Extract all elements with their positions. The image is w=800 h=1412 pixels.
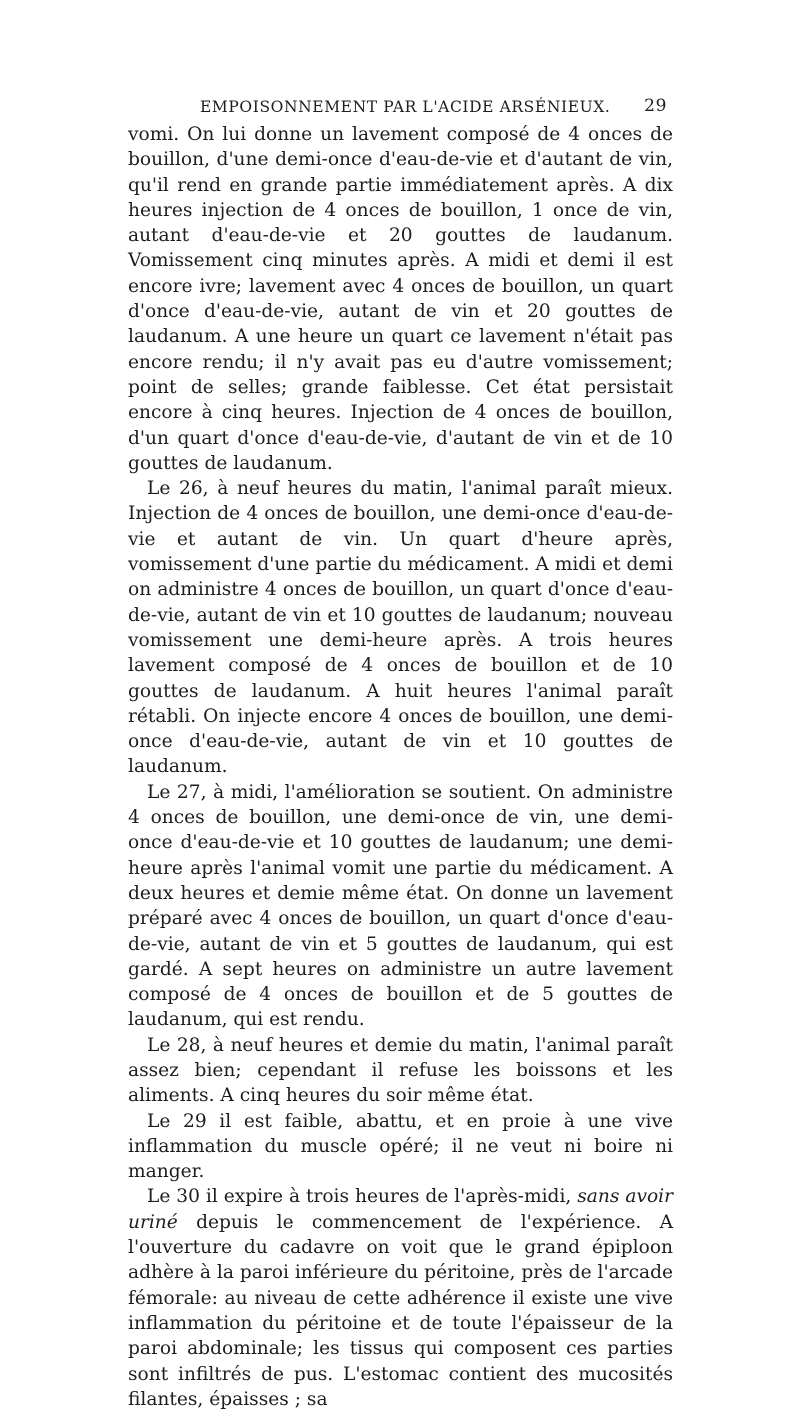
paragraph-2: Le 26, à neuf heures du matin, l'animal paraît mieux. Injection de 4 onces de bouillon, une demi-once d'eau-de-vie et autant de vin. Un quart d'heure après, vomissement d'une partie du médicament. A midi et demi on administre 4 onces de bouillon, un quart d'once d'eau-de-vie, autant de vin et 10 gouttes de laudanum; nouveau vomissement une demi-heure après. A trois heures lavement composé de 4 onces de bouillon et de 10 gouttes de laudanum. A huit heures l'animal paraît rétabli. On injecte encore 4 onces de bouillon, une demi-once d'eau-de-vie, autant de vin et 10 gouttes de laudanum.	[128, 478, 673, 778]
paragraph-3: Le 27, à midi, l'amélioration se soutient. On administre 4 onces de bouillon, une demi-once de vin, une demi-once d'eau-de-vie et 10 gouttes de laudanum; une demi-heure après l'animal vomit une partie du médicament. A deux heures et demie même état. On donne un lavement préparé avec 4 onces de bouillon, un quart d'once d'eau-de-vie, autant de vin et 5 gouttes de laudanum, qui est gardé. A sept heures on administre un autre lavement composé de 4 onces de bouillon et de 5 gouttes de laudanum, qui est rendu.	[128, 781, 673, 1031]
paragraph-6-end: depuis le commencement de l'expérience. A l'ouverture du cadavre on voit que le grand épiploon adhère à la paroi inférieure du péritoine, près de l'arcade fémorale: au niveau de cette adhérence il existe une vive inflammation du péritoine et de toute l'épaisseur de la paroi abdominale; les tissus qui composent ces parties sont infiltrés de pus. L'estomac contient des mucosités filantes, épaisses ; sa	[128, 1211, 673, 1410]
paragraph-6	[128, 1184, 673, 1412]
paragraph-5: Le 29 il est faible, abattu, et en proie à une vive inflammation du muscle opéré; il ne veut ni boire ni manger.	[128, 1110, 673, 1183]
running-header	[128, 92, 673, 122]
page-number: 29	[644, 96, 667, 116]
body-text	[128, 122, 673, 1412]
paragraph-6-emphasis: sans avoir uriné	[128, 1186, 673, 1233]
paragraph-4: Le 28, à neuf heures et demie du matin, l'animal paraît assez bien; cependant il refuse les boissons et les aliments. A cinq heures du soir même état.	[128, 1034, 673, 1107]
paragraph-6-start: Le 30 il expire à trois heures de l'après-midi,	[147, 1186, 578, 1208]
paragraph-1: vomi. On lui donne un lavement composé de 4 onces de bouillon, d'une demi-once d'eau-de-vie et d'autant de vin, qu'il rend en grande partie immédiatement après. A dix heures injection de 4 onces de bouillon, 1 once de vin, autant d'eau-de-vie et 20 gouttes de laudanum. Vomissement cinq minutes après. A midi et demi il est encore ivre; lavement avec 4 onces de bouillon, un quart d'once d'eau-de-vie, autant de vin et 20 gouttes de laudanum. A une heure un quart ce lavement n'était pas encore rendu; il n'y avait pas eu d'autre vomissement; point de selles; grande faiblesse. Cet état persistait encore à cinq heures. Injection de 4 onces de bouillon, d'un quart d'once d'eau-de-vie, d'autant de vin et de 10 gouttes de laudanum.	[128, 124, 673, 474]
running-title: EMPOISONNEMENT PAR L'ACIDE ARSÉNIEUX.	[200, 98, 611, 116]
book-page	[128, 92, 673, 1412]
